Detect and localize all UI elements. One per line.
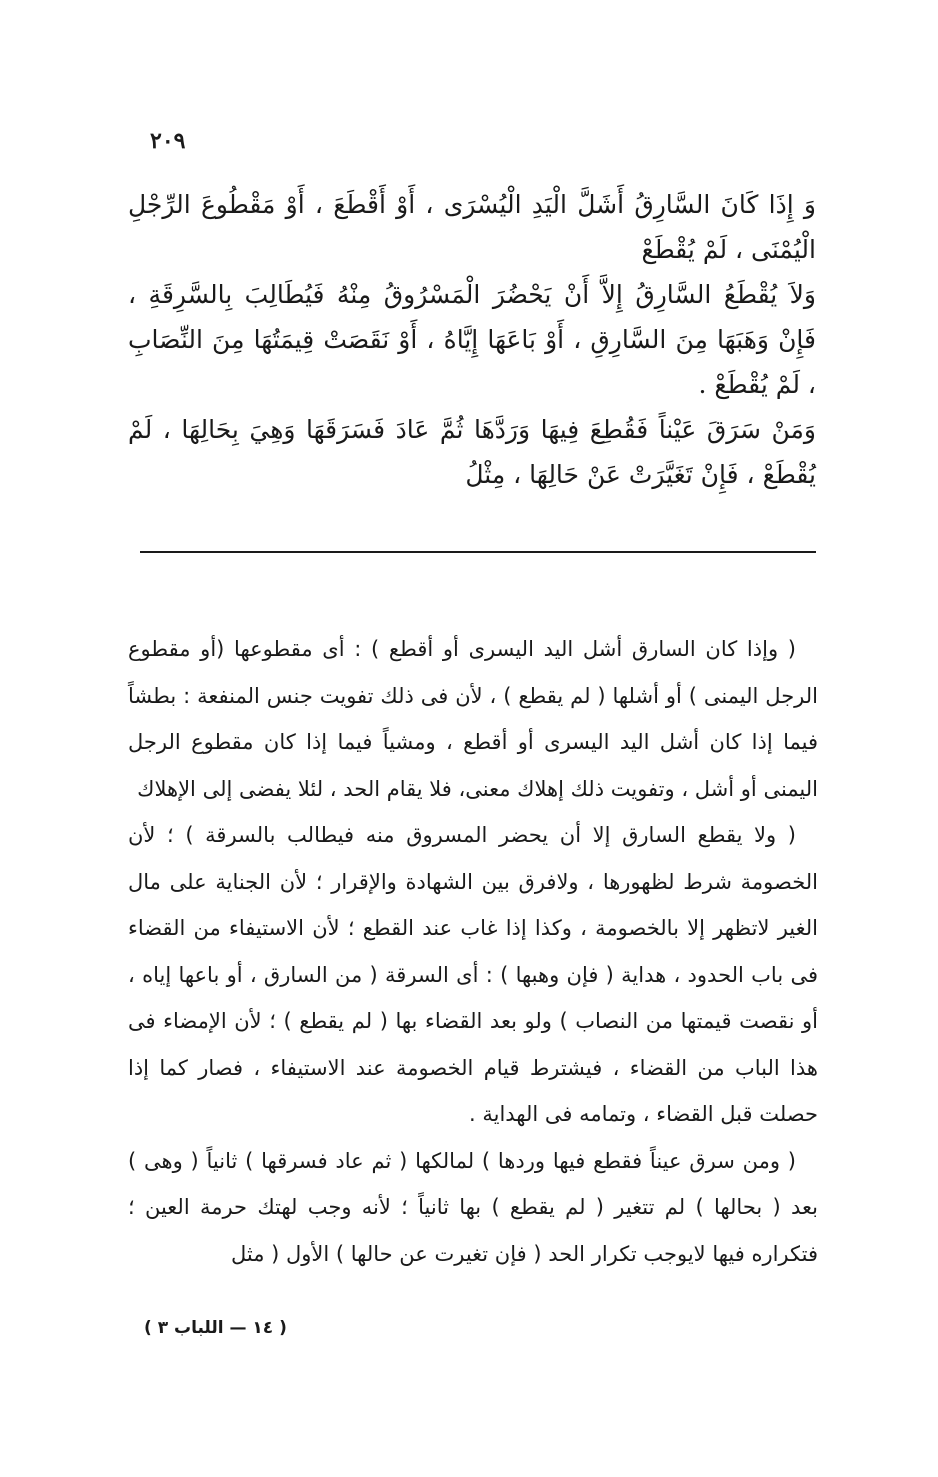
printer-signature: ( ١٤ — اللباب ٣ ) (144, 1318, 287, 1338)
section-divider (140, 551, 816, 553)
main-text-paragraph: وَلاَ يُقْطَعُ السَّارِقُ إِلاَّ أَنْ يَحْضُرَ الْمَسْرُوقُ مِنْهُ فَيُطَالِبَ بِالسَّرِقَةِ ، فَإِنْ وَهَبَهَا مِنَ السَّارِقِ ، أَوْ بَاعَهَا إِيَّاهُ ، أَوْ نَقَصَتْ قِيمَتُهَا مِنَ النِّصَابِ ، لَمْ يُقْطَعْ . (128, 280, 816, 399)
commentary-paragraph: ( وإذا كان السارق أشل اليد اليسرى أو أقطع ) : أى مقطوعها (أو مقطوع الرجل اليمنى ) أو أشلها ( لم يقطع ) ، لأن فى ذلك تفويت جنس المنفعة : بطشاً فيما إذا كان أشل اليد اليسرى أو أقطع ، ومشياً فيما إذا كان مقطوع الرجل اليمنى أو أشل ، وتفويت ذلك إهلاك معنى، فلا يقام الحد ، لئلا يفضى إلى الإهلاك (128, 637, 818, 801)
page-number: ٢٠٩ (150, 128, 186, 154)
main-text-paragraph: وَ إِذَا كَانَ السَّارِقُ أَشَلَّ الْيَدِ الْيُسْرَى ، أَوْ أَقْطَعَ ، أَوْ مَقْطُوعَ الرِّجْلِ الْيُمْنَى ، لَمْ يُقْطَعْ (128, 190, 816, 264)
main-text-block (128, 182, 816, 497)
commentary-block (128, 626, 818, 1277)
main-text-paragraph: وَمَنْ سَرَقَ عَيْناً فَقُطِعَ فِيهَا وَرَدَّهَا ثُمَّ عَادَ فَسَرَقَهَا وَهِيَ بِحَالِهَا ، لَمْ يُقْطَعْ ، فَإِنْ تَغَيَّرَتْ عَنْ حَالِهَا ، مِثْلُ (128, 415, 816, 489)
commentary-paragraph: ( ومن سرق عيناً فقطع فيها وردها ) لمالكها ( ثم عاد فسرقها ) ثانياً ( وهى ) بعد ( بحالها ) لم تتغير ( لم يقطع ) بها ثانياً ؛ لأنه وجب لهتك حرمة العين ؛ فتكراره فيها لايوجب تكرار الحد ( فإن تغيرت عن حالها ) الأول ( مثل (128, 1148, 818, 1266)
commentary-paragraph: ( ولا يقطع السارق إلا أن يحضر المسروق منه فيطالب بالسرقة ) ؛ لأن الخصومة شرط لظهورها ، ولافرق بين الشهادة والإقرار ؛ لأن الجناية على مال الغير لاتظهر إلا بالخصومة ، وكذا إذا غاب عند القطع ؛ لأن الاستيفاء من القضاء فى باب الحدود ، هداية ( فإن وهبها ) : أى السرقة ( من السارق ، أو باعها إياه ، أو نقصت قيمتها من النصاب ) ولو بعد القضاء بها ( لم يقطع ) ؛ لأن الإمضاء فى هذا الباب من القضاء ، فيشترط قيام الخصومة عند الاستيفاء ، فصار كما إذا حصلت قبل القضاء ، وتمامه فى الهداية . (128, 823, 818, 1126)
